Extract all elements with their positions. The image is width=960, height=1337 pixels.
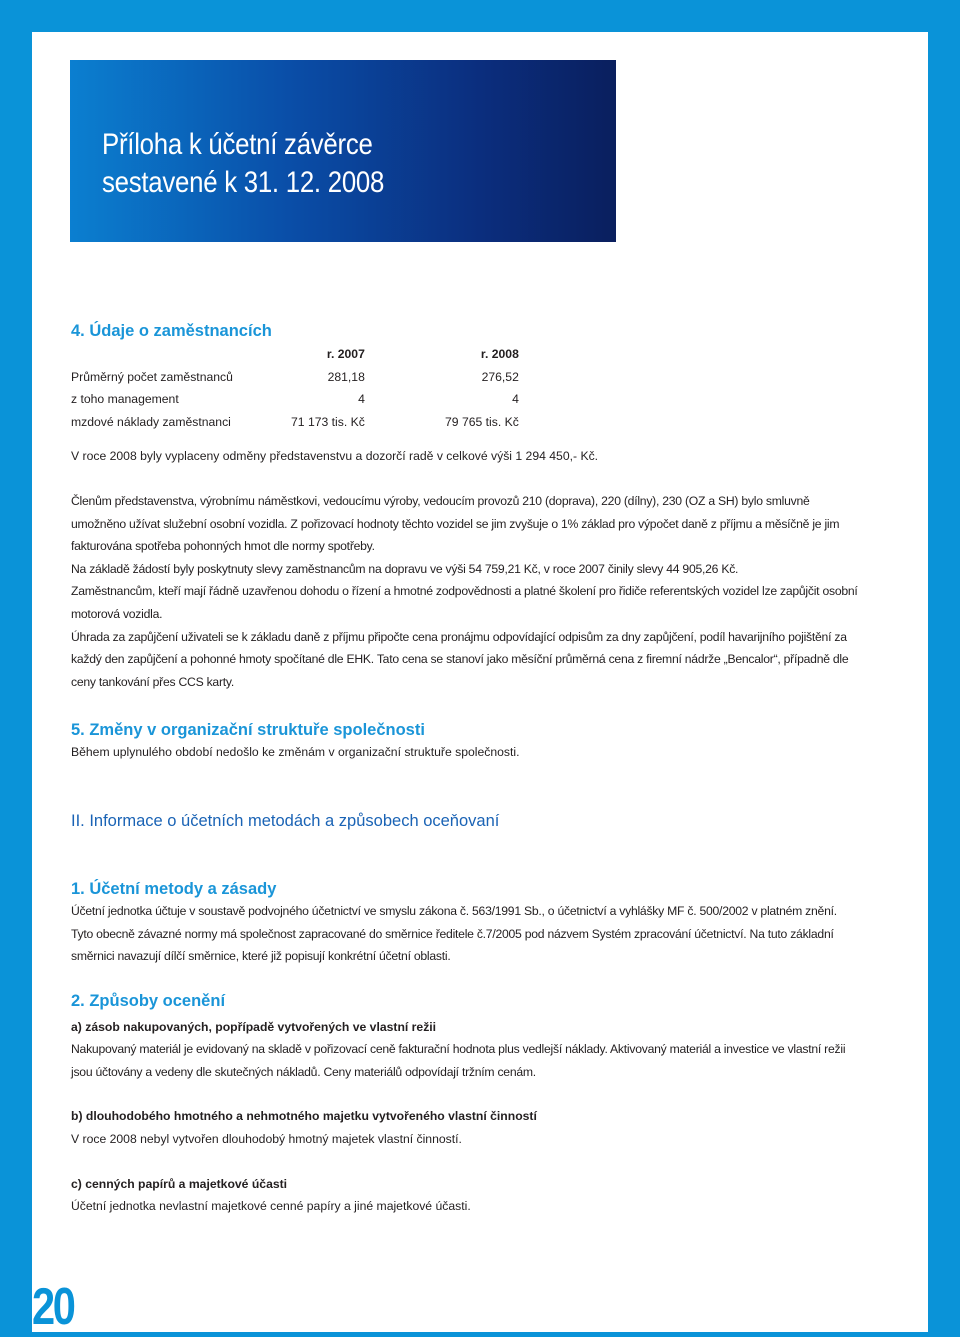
document-body (71, 288, 861, 1218)
title-banner (70, 60, 616, 242)
paragraph-loan-eligibility: Zaměstnancům, kteří mají řádně uzavřenou dohodu o řízení a hmotné zodpovědnosti a platné školení pro řidiče referentských vozidel lze zapůjčit osobní motorová vozidla. (71, 584, 858, 621)
table-cell: mzdové náklady zaměstnanci (71, 414, 231, 429)
subsection-2b-heading: b) dlouhodobého hmotného a nehmotného majetku vytvořeného vlastní činností (71, 1109, 537, 1124)
table-row (71, 411, 519, 434)
table-cell: z toho management (71, 392, 179, 407)
table-header-cell (71, 343, 291, 366)
paragraph-loan-payment: Úhrada za zapůjčení uživateli se k základu daně z příjmu připočte cena pronájmu odpovídající odpisům za dny zapůjčení, podíl havarijního pojištění za každý den zapůjčení a pohonné hmoty spočítané dle EHK. Tato cena se stanoví jako měsíční průměrná cena z firemní nádrže „Bencalor“, případně dle ceny tankování přes CCS karty. (71, 629, 849, 689)
section-5-text: Během uplynulého období nedošlo ke změnám v organizační struktuře společnosti. (71, 745, 520, 760)
subsection-1-text: Účetní jednotka účtuje v soustavě podvojného účetnictví ve smyslu zákona č. 563/1991 Sb., o účetnictví a vyhlášky MF č. 500/2002 v platném znění. Tyto obecně závazné normy má společnost zapracované do směrnice ředitele č.7/2005 pod názvem Systém zpracování účetnictví. Na tuto základní směrnici navazují dílčí směrnice, které již popisují konkrétní účetní oblasti. (71, 903, 837, 964)
employee-table (71, 343, 519, 433)
paragraph-discounts: Na základě žádostí byly poskytnuty slevy zaměstnancům na dopravu ve výši 54 759,21 Kč, v roce 2007 činily slevy 44 905,26 Kč. (71, 561, 739, 576)
table-header-cell: r. 2008 (480, 347, 519, 361)
section-ii-heading: II. Informace o účetních metodách a způsobech oceňovaní (71, 811, 500, 830)
table-header-row (71, 343, 519, 366)
subsection-2c-heading: c) cenných papírů a majetkové účasti (71, 1176, 288, 1191)
subsection-2c-text: Účetní jednotka nevlastní majetkové cenné papíry a jiné majetkové účasti. (71, 1199, 471, 1214)
paragraph-vehicles: Členům představenstva, výrobnímu náměstkovi, vedoucímu výroby, vedoucím provozů 210 (doprava), 220 (dílny), 230 (OZ a SH) bylo smluvně umožněno užívat služební osobní vozidla. Z pořizovací hodnoty těchto vozidel se jim zvyšuje o 1% základ pro výpočet daně z příjmu a měsíčně je jim fakturována spotřeba pohonných hmot dle normy spotřeby. (71, 493, 840, 554)
table-cell: 4 (512, 392, 519, 407)
table-cell: 71 173 tis. Kč (291, 414, 365, 429)
table-row (71, 366, 519, 389)
subsection-2a-text: Nakupovaný materiál je evidovaný na skladě v pořizovací ceně fakturační hodnota plus vedlejší náklady. Aktivovaný materiál a investice ve vlastní režii jsou účtovány a vedeny dle skutečných nákladů. Ceny materiálů odpovídají tržním cenám. (71, 1042, 846, 1079)
table-cell: 276,52 (481, 369, 519, 384)
subsection-2-heading: 2. Způsoby ocenění (71, 991, 226, 1010)
table-cell: 281,18 (327, 369, 365, 384)
section-4-heading: 4. Údaje o zaměstnancích (71, 322, 272, 340)
section-5-heading: 5. Změny v organizační struktuře společnosti (71, 721, 425, 740)
page-title (102, 126, 532, 202)
subsection-2b-text: V roce 2008 nebyl vytvořen dlouhodobý hmotný majetek vlastní činností. (71, 1132, 462, 1147)
table-header-cell: r. 2007 (326, 347, 365, 361)
title-line-1: Příloha k účetní závěrce (102, 128, 373, 161)
table-cell: 4 (358, 392, 365, 407)
bonus-text: V roce 2008 byly vyplaceny odměny představenstvu a dozorčí radě v celkové výši 1 294 450,- Kč. (71, 449, 599, 464)
subsection-1-heading: 1. Účetní metody a zásady (71, 879, 277, 898)
table-cell: 79 765 tis. Kč (445, 414, 519, 429)
table-row (71, 388, 519, 411)
table-cell: Průměrný počet zaměstnanců (71, 369, 233, 384)
title-line-2: sestavené k 31. 12. 2008 (102, 166, 385, 199)
subsection-2a-heading: a) zásob nakupovaných, popřípadě vytvořených ve vlastní režii (71, 1019, 437, 1034)
page-number: 20 (32, 1278, 74, 1336)
